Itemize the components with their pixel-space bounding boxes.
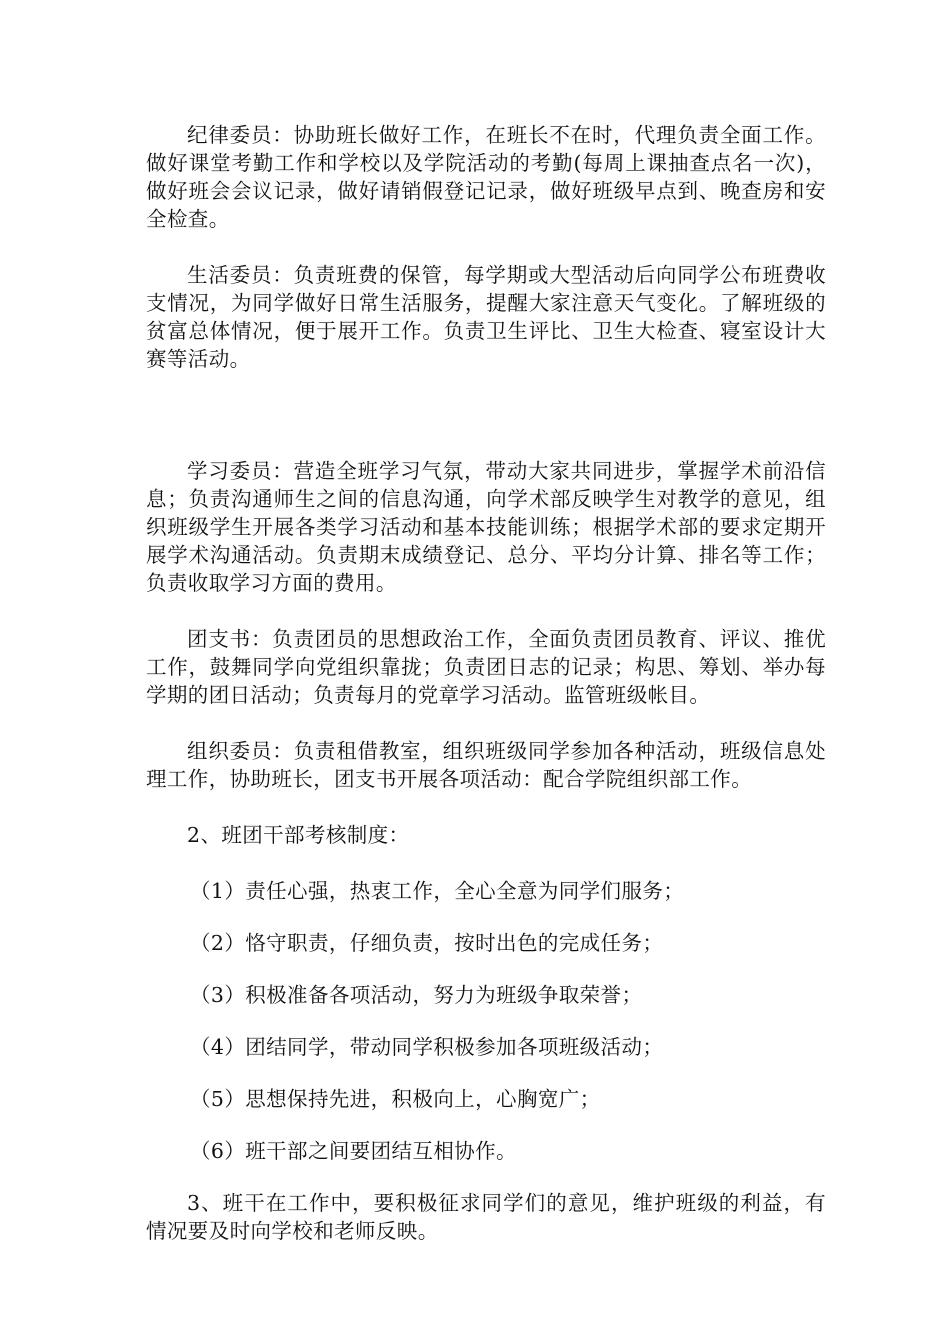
list-item: （5）思想保持先进，积极向上，心胸宽广； [190, 1087, 601, 1111]
section-heading-assessment: 2、班团干部考核制度： [187, 823, 410, 847]
paragraph-closing: 3、班干在工作中，要积极征求同学们的意见，维护班级的利益，有情况要及时向学校和老师反映。 [146, 1191, 826, 1243]
paragraph-life-officer: 生活委员：负责班费的保管，每学期或大型活动后向同学公布班费收支情况，为同学做好日常生活服务，提醒大家注意天气变化。了解班级的贫富总体情况，便于展开工作。负责卫生评比、卫生大检查、寝室设计大赛等活动。 [146, 263, 826, 371]
paragraph-discipline-officer: 纪律委员：协助班长做好工作，在班长不在时，代理负责全面工作。做好课堂考勤工作和学校以及学院活动的考勤(每周上课抽查点名一次)，做好班会会议记录，做好请销假登记记录，做好班级早点到、晚查房和安全检查。 [146, 123, 826, 231]
list-item: （2）恪守职责，仔细负责，按时出色的完成任务； [190, 931, 664, 955]
list-item: （1）责任心强，热衷工作，全心全意为同学们服务； [190, 879, 685, 903]
list-item: （4）团结同学，带动同学积极参加各项班级活动； [190, 1035, 664, 1059]
list-item: （6）班干部之间要团结互相协作。 [190, 1139, 517, 1163]
paragraph-study-officer: 学习委员：营造全班学习气氛，带动大家共同进步，掌握学术前沿信息；负责沟通师生之间的信息沟通，向学术部反映学生对教学的意见，组织班级学生开展各类学习活动和基本技能训练；根据学术部的要求定期开展学术沟通活动。负责期末成绩登记、总分、平均分计算、排名等工作；负责收取学习方面的费用。 [146, 459, 826, 595]
list-item: （3）积极准备各项活动，努力为班级争取荣誉； [190, 983, 643, 1007]
paragraph-league-secretary: 团支书：负责团员的思想政治工作，全面负责团员教育、评议、推优工作，鼓舞同学向党组织靠拢；负责团日志的记录；构思、筹划、举办每学期的团日活动；负责每月的党章学习活动。监管班级帐目。 [146, 627, 826, 707]
document-page [146, 121, 826, 1245]
paragraph-organization-officer: 组织委员：负责租借教室，组织班级同学参加各种活动，班级信息处理工作，协助班长，团支书开展各项活动：配合学院组织部工作。 [146, 739, 826, 791]
